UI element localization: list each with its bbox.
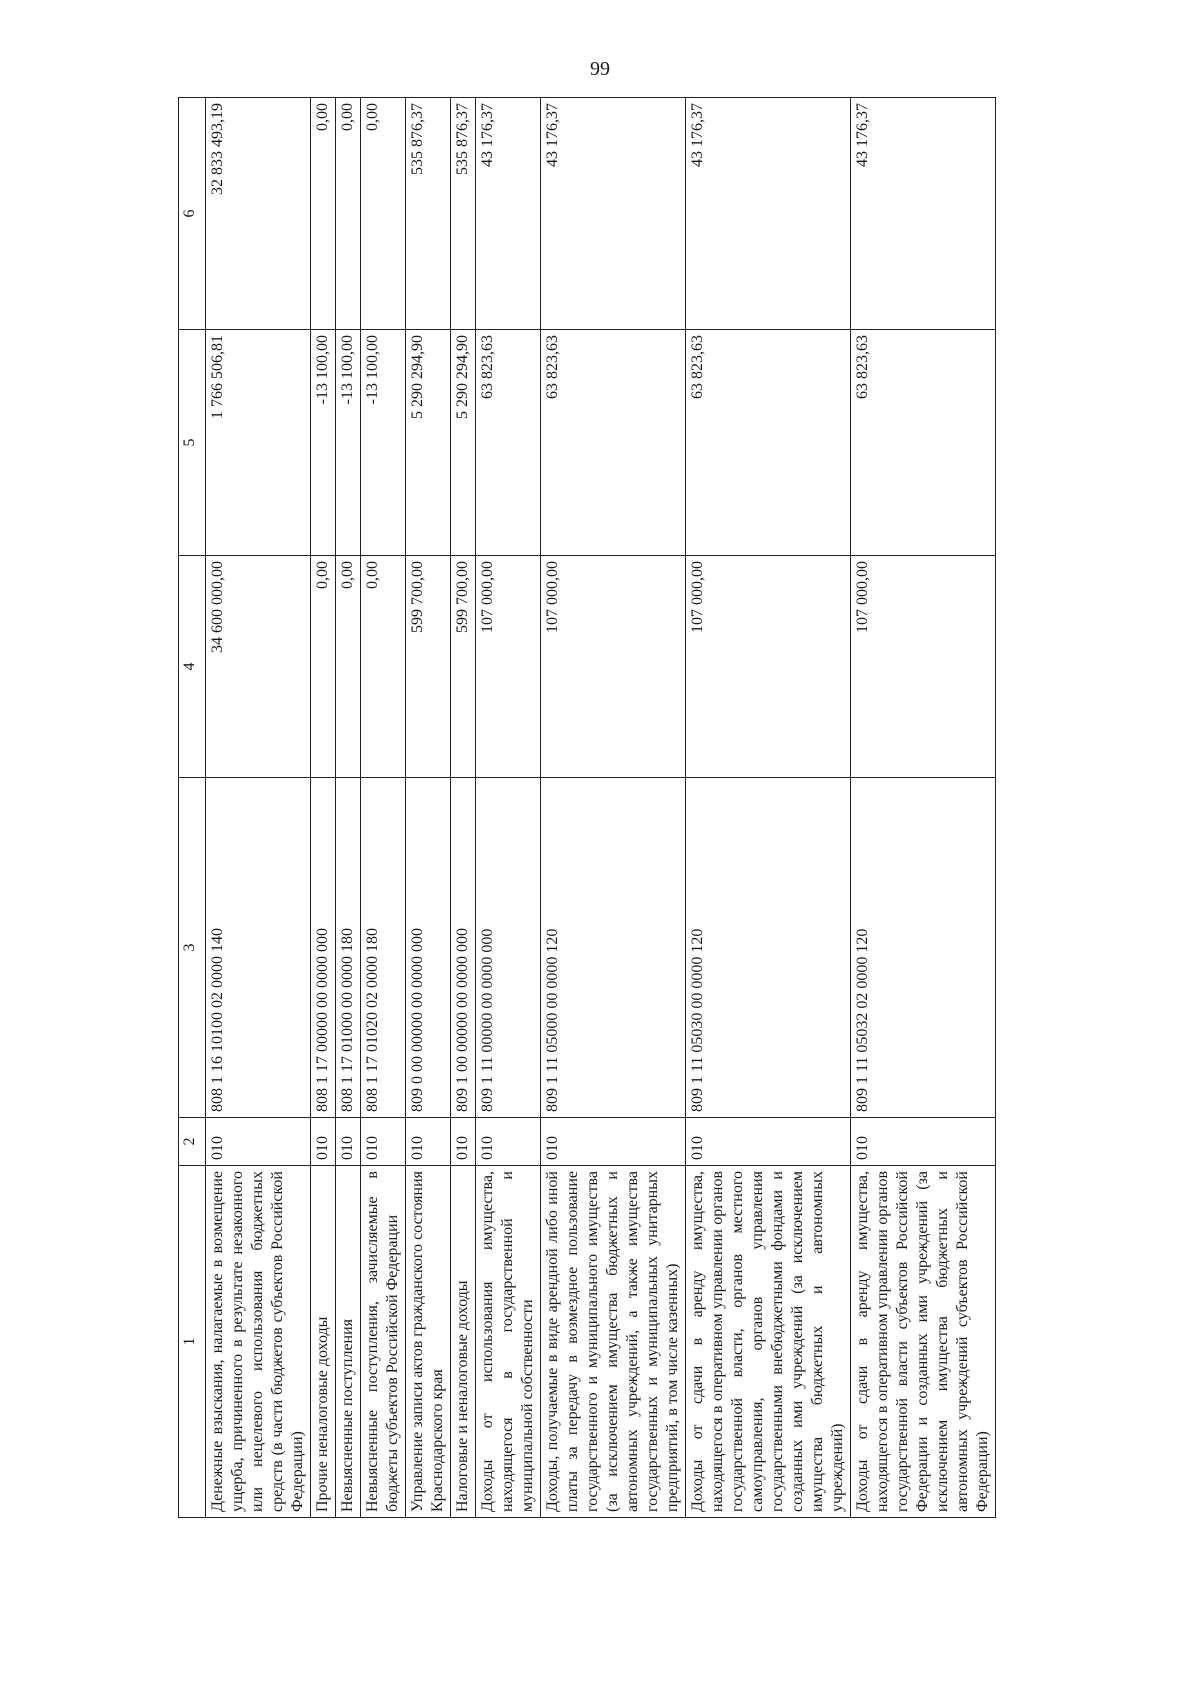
- row-name: Доходы от сдачи в аренду имущества, находящегося в оперативном управлении органов государственной власти, органов местного самоуправления, органов управления государственными внебюджетными фондами и созданных ими учреждений (за исключением имущества бюджетных и автономных учреждений): [686, 1166, 851, 1518]
- row-executed: 1 766 506,81: [206, 330, 311, 556]
- row-budget-code: 809 1 11 05030 00 0000 120: [686, 778, 851, 1118]
- row-executed: -13 100,00: [311, 330, 336, 556]
- row-budget-code: 809 1 00 00000 00 0000 000: [451, 778, 476, 1118]
- row-approved: 107 000,00: [851, 556, 996, 778]
- row-approved: 0,00: [311, 556, 336, 778]
- row-approved: 107 000,00: [541, 556, 686, 778]
- row-unexecuted: 0,00: [336, 98, 361, 330]
- row-unexecuted: 0,00: [361, 98, 406, 330]
- table-row: [851, 98, 996, 1518]
- row-approved: 34 600 000,00: [206, 556, 311, 778]
- row-approved: 107 000,00: [686, 556, 851, 778]
- column-header-5: 5: [179, 330, 206, 556]
- row-unexecuted: 43 176,37: [541, 98, 686, 330]
- row-unexecuted: 535 876,37: [451, 98, 476, 330]
- row-executed: 63 823,63: [476, 330, 541, 556]
- row-line-code: 010: [206, 1118, 311, 1166]
- row-line-code: 010: [851, 1118, 996, 1166]
- page-number: 99: [590, 58, 610, 80]
- row-unexecuted: 535 876,37: [406, 98, 451, 330]
- row-name: Налоговые и неналоговые доходы: [451, 1166, 476, 1518]
- row-budget-code: 808 1 17 01000 00 0000 180: [336, 778, 361, 1118]
- row-unexecuted: 32 833 493,19: [206, 98, 311, 330]
- row-executed: 5 290 294,90: [406, 330, 451, 556]
- row-executed: 5 290 294,90: [451, 330, 476, 556]
- table-row: [361, 98, 406, 1518]
- row-approved: 599 700,00: [406, 556, 451, 778]
- table-row: [206, 98, 311, 1518]
- row-approved: 0,00: [336, 556, 361, 778]
- row-name: Доходы от использования имущества, находящегося в государственной и муниципальной собственности: [476, 1166, 541, 1518]
- row-name: Доходы, получаемые в виде арендной либо иной платы за передачу в возмездное пользование государственного и муниципального имущества (за исключением имущества бюджетных и автономных учреждений, а также имущества государственных и муниципальных унитарных предприятий, в том числе казенных): [541, 1166, 686, 1518]
- row-budget-code: 808 1 16 10100 02 0000 140: [206, 778, 311, 1118]
- table-row: [686, 98, 851, 1518]
- header-row: [179, 98, 206, 1518]
- revenue-table: [178, 97, 996, 1518]
- row-budget-code: 809 1 11 05000 00 0000 120: [541, 778, 686, 1118]
- column-header-2: 2: [179, 1118, 206, 1166]
- row-line-code: 010: [336, 1118, 361, 1166]
- row-budget-code: 808 1 17 01020 02 0000 180: [361, 778, 406, 1118]
- row-approved: 107 000,00: [476, 556, 541, 778]
- row-line-code: 010: [541, 1118, 686, 1166]
- row-executed: 63 823,63: [851, 330, 996, 556]
- column-header-1: 1: [179, 1166, 206, 1518]
- row-line-code: 010: [476, 1118, 541, 1166]
- row-budget-code: 808 1 17 00000 00 0000 000: [311, 778, 336, 1118]
- row-executed: -13 100,00: [361, 330, 406, 556]
- row-unexecuted: 43 176,37: [851, 98, 996, 330]
- table-row: [336, 98, 361, 1518]
- row-line-code: 010: [686, 1118, 851, 1166]
- row-name: Прочие неналоговые доходы: [311, 1166, 336, 1518]
- row-budget-code: 809 1 11 00000 00 0000 000: [476, 778, 541, 1118]
- row-executed: 63 823,63: [686, 330, 851, 556]
- table-row: [311, 98, 336, 1518]
- table-row: [476, 98, 541, 1518]
- column-header-6: 6: [179, 98, 206, 330]
- row-executed: -13 100,00: [336, 330, 361, 556]
- row-unexecuted: 43 176,37: [476, 98, 541, 330]
- table-row: [541, 98, 686, 1518]
- row-budget-code: 809 1 11 05032 02 0000 120: [851, 778, 996, 1118]
- row-line-code: 010: [311, 1118, 336, 1166]
- row-budget-code: 809 0 00 00000 00 0000 000: [406, 778, 451, 1118]
- row-approved: 0,00: [361, 556, 406, 778]
- table-row: [406, 98, 451, 1518]
- row-name: Денежные взыскания, налагаемые в возмещение ущерба, причиненного в результате незаконного или нецелевого использования бюджетных средств (в части бюджетов субъектов Российской Федерации): [206, 1166, 311, 1518]
- rotated-table-container: [178, 98, 1114, 1518]
- column-header-3: 3: [179, 778, 206, 1118]
- row-unexecuted: 43 176,37: [686, 98, 851, 330]
- row-line-code: 010: [361, 1118, 406, 1166]
- row-unexecuted: 0,00: [311, 98, 336, 330]
- row-approved: 599 700,00: [451, 556, 476, 778]
- row-name: Управление записи актов гражданского состояния Краснодарского края: [406, 1166, 451, 1518]
- row-name: Невыясненные поступления: [336, 1166, 361, 1518]
- row-name: Доходы от сдачи в аренду имущества, находящегося в оперативном управлении органов государственной власти субъектов Российской Федерации и созданных ими учреждений (за исключением имущества бюджетных и автономных учреждений субъектов Российской Федерации): [851, 1166, 996, 1518]
- row-name: Невыясненные поступления, зачисляемые в бюджеты субъектов Российской Федерации: [361, 1166, 406, 1518]
- row-executed: 63 823,63: [541, 330, 686, 556]
- table-row: [451, 98, 476, 1518]
- row-line-code: 010: [451, 1118, 476, 1166]
- row-line-code: 010: [406, 1118, 451, 1166]
- column-header-4: 4: [179, 556, 206, 778]
